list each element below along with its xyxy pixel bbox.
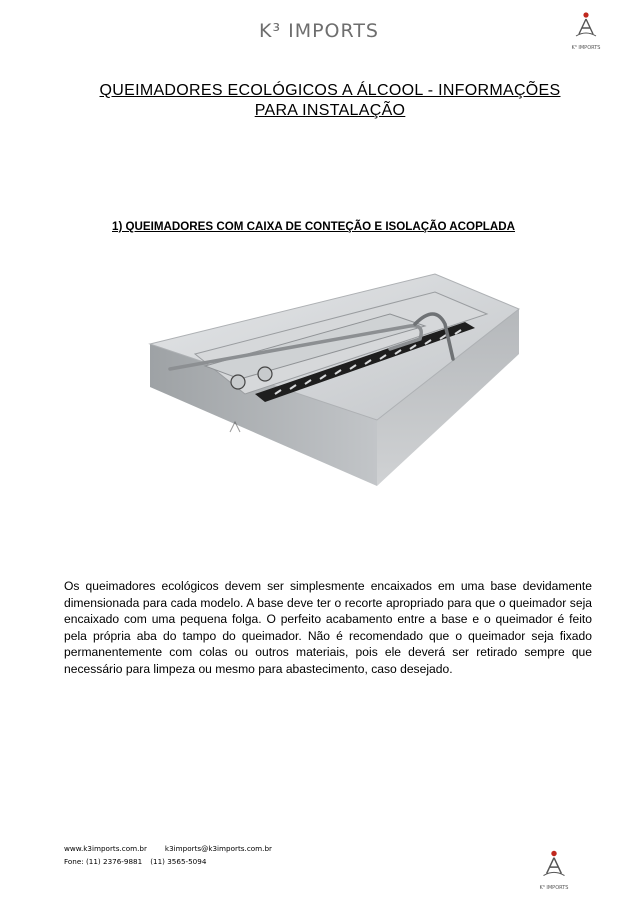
phone-number-alt: (11) 3565-5094 [150,857,207,866]
body-paragraph: Os queimadores ecológicos devem ser simplesmente encaixados em uma base devidamente dimensionada para cada modelo. A base deve ter o recorte apropriado para que o queimador seja encaixado com uma pequena folga. O perfeito acabamento entre a base e o queimador é feito pela própria aba do tampo do queimador. Não é recomendado que o queimador seja fixado permanentemente com colas ou outros materiais, pois ele deverá ser retirado sempre que necessário para limpeza ou mesmo para abastecimento, caso desejado. [64,579,592,676]
brand-name: K³ IMPORTS [258,20,379,42]
footer-logo [533,848,575,891]
email-link[interactable]: k3imports@k3imports.com.br [164,844,272,853]
phone-number: Fone: (11) 2376-9881 [64,857,143,866]
title-line-2: PARA INSTALAÇÃO [254,102,406,119]
website-link[interactable]: www.k3imports.com.br [64,844,147,853]
footer-logo-caption: K³ IMPORTS [539,885,569,891]
k3-imports-logo-icon [566,10,606,40]
burner-product-photo [135,244,535,519]
document-title [60,81,600,121]
section-heading: 1) QUEIMADORES COM CAIXA DE CONTEÇÃO E ISOLAÇÃO ACOPLADA [112,220,516,233]
footer-contact [64,842,272,868]
logo-caption: K³ IMPORTS [571,45,601,51]
header-logo [566,10,606,51]
title-line-1: QUEIMADORES ECOLÓGICOS A ÁLCOOL - INFORMAÇÕES [99,82,561,99]
k3-imports-logo-icon [533,848,575,880]
